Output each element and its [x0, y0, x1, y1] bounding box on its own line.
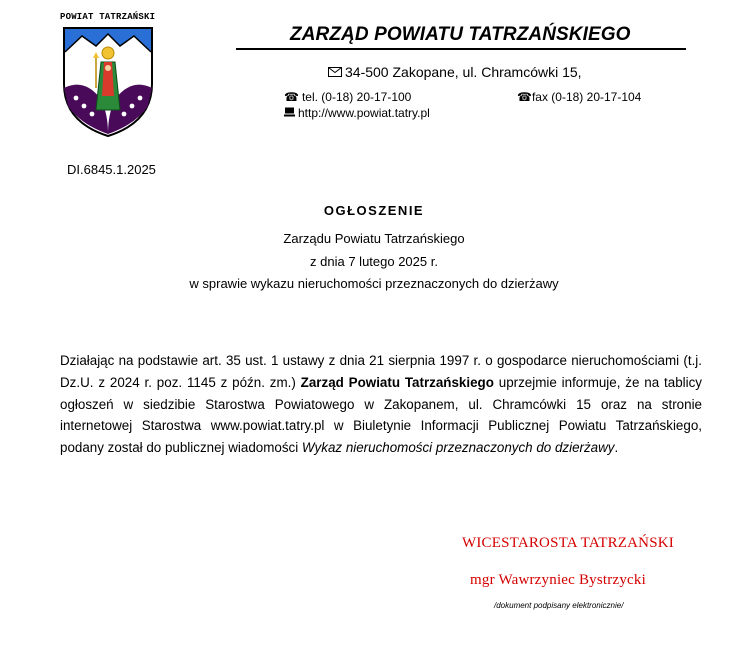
- body-italic-title: Wykaz nieruchomości przeznaczonych do dzierżawy: [301, 440, 615, 456]
- title-underline: [236, 48, 686, 50]
- organization-title: ZARZĄD POWIATU TATRZAŃSKIEGO: [290, 24, 631, 45]
- website-line: [284, 106, 430, 120]
- fax-telephone-icon: ☎: [517, 90, 532, 104]
- document-reference: DI.6845.1.2025: [67, 162, 156, 177]
- website-link[interactable]: http://www.powiat.tatry.pl: [298, 106, 430, 120]
- body-text-end: .: [614, 440, 619, 456]
- fax-line: [517, 90, 641, 104]
- envelope-icon: [328, 64, 342, 80]
- signatory-title: WICESTAROSTA TATRZAŃSKI: [462, 535, 674, 551]
- body-bold-issuer: Zarząd Powiatu Tatrzańskiego: [300, 374, 494, 390]
- subtitle-date: z dnia 7 lutego 2025 r.: [310, 254, 438, 269]
- signature-note: /dokument podpisany elektronicznie/: [494, 601, 624, 610]
- body-text-1: Działając na podstawie art. 35 ust. 1 ustawy z dnia 21 sierpnia 1997 r. o gospodarce nieruchomościami (t.j. Dz.U. z 2024 r. poz. 1145 z późn. zm.): [60, 353, 702, 390]
- document-heading: OGŁOSZENIE: [323, 203, 425, 218]
- fax-text: fax (0-18) 20-17-104: [531, 90, 642, 104]
- telephone-line: [284, 90, 411, 104]
- body-text-2: uprzejmie informuje, że na tablicy ogłoszeń w siedzibie Starostwa Powiatowego w Zakopanem, ul. Chramcówki 15 oraz na stronie internetowej Starostwa www.powiat.tatry.pl w Biuletynie Informacji Publicznej Powiatu Tatrzańskiego, podany został do publicznej wiadomości: [60, 374, 702, 456]
- telephone-icon: ☎: [284, 90, 299, 104]
- announcement-body: [60, 350, 702, 459]
- subtitle-issuer: Zarządu Powiatu Tatrzańskiego: [283, 231, 465, 246]
- telephone-text: tel. (0-18) 20-17-100: [301, 90, 412, 104]
- address-text: 34-500 Zakopane, ul. Chramcówki 15,: [345, 64, 582, 80]
- signatory-name: mgr Wawrzyniec Bystrzycki: [470, 572, 646, 588]
- crest-label: POWIAT TATRZAŃSKI: [60, 12, 156, 22]
- computer-icon: [284, 106, 295, 120]
- coat-of-arms-image: [60, 26, 156, 138]
- address-line: [328, 64, 582, 80]
- subtitle-subject: w sprawie wykazu nieruchomości przeznaczonych do dzierżawy: [189, 276, 559, 291]
